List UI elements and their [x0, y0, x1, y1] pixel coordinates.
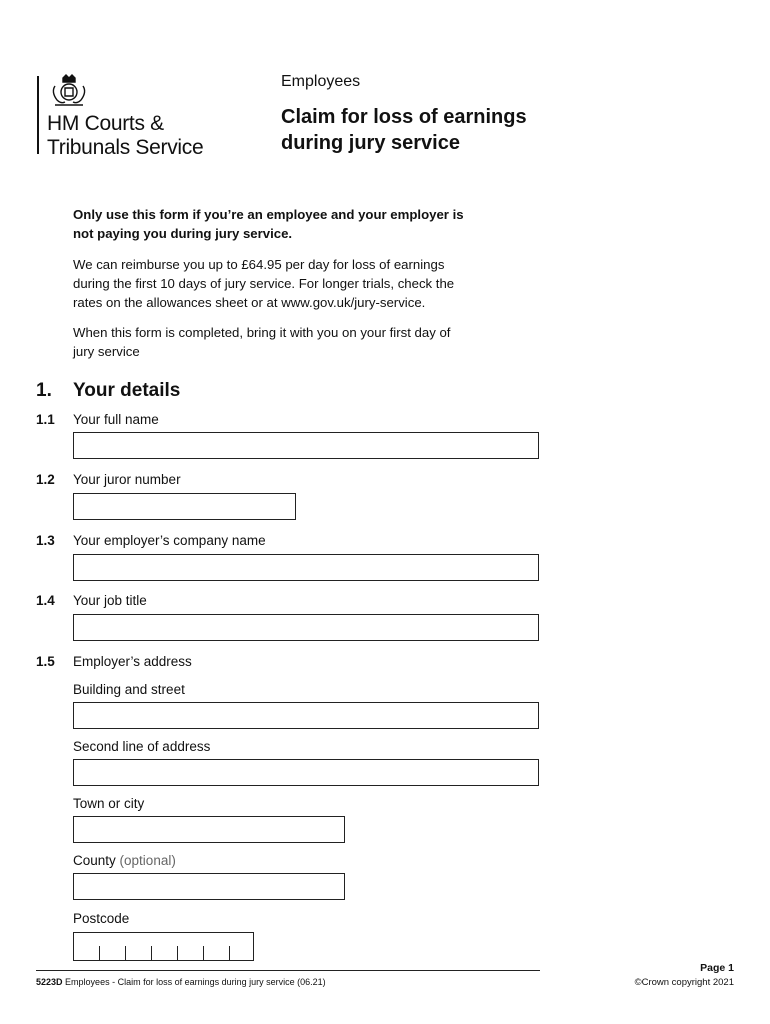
- intro-bring-line2: jury service: [73, 344, 140, 359]
- intro-reimburse-line3: rates on the allowances sheet or at www.gov.uk/jury-service.: [73, 295, 426, 310]
- postcode-divider: [151, 946, 152, 960]
- form-description: Employees - Claim for loss of earnings during jury service (06.21): [65, 977, 326, 987]
- town-city-label: Town or city: [73, 796, 145, 811]
- question-number: 1.5: [36, 654, 55, 669]
- section-number: 1.: [36, 380, 52, 401]
- postcode-label: Postcode: [73, 911, 130, 926]
- page-number: Page 1: [700, 962, 734, 974]
- job-title-label: Your job title: [73, 593, 147, 608]
- organisation-name: [47, 112, 203, 160]
- section-label: Employees: [281, 73, 361, 90]
- postcode-divider: [229, 946, 230, 960]
- section-title: Your details: [73, 380, 181, 401]
- form-title-line1: Claim for loss of earnings: [281, 106, 527, 128]
- optional-hint: (optional): [119, 853, 176, 868]
- copyright-notice: ©Crown copyright 2021: [634, 977, 734, 988]
- intro-bring-paragraph: [73, 323, 543, 361]
- intro-reimburse-line1: We can reimburse you up to £64.95 per day for loss of earnings: [73, 257, 445, 272]
- question-number: 1.1: [36, 412, 55, 427]
- form-title: [281, 104, 581, 156]
- intro-reimburse-line2: during the first 10 days of jury service. For longer trials, check the: [73, 276, 455, 291]
- form-code: 5223D: [36, 977, 63, 987]
- job-title-input[interactable]: [73, 614, 539, 641]
- building-street-input[interactable]: [73, 702, 539, 729]
- org-name-line2: Tribunals Service: [47, 136, 204, 159]
- postcode-divider: [99, 946, 100, 960]
- full-name-label: Your full name: [73, 412, 159, 427]
- employer-address-label: Employer’s address: [73, 654, 192, 669]
- royal-crest-icon: [49, 74, 89, 110]
- footer-divider: [36, 970, 540, 971]
- logo-divider: [37, 76, 39, 154]
- question-number: 1.2: [36, 472, 55, 487]
- question-number: 1.4: [36, 593, 55, 608]
- address-line2-label: Second line of address: [73, 739, 211, 754]
- form-title-line2: during jury service: [281, 132, 460, 154]
- intro-reimburse-paragraph: [73, 255, 543, 312]
- employer-company-label: Your employer’s company name: [73, 533, 266, 548]
- org-name-line1: HM Courts &: [47, 112, 164, 135]
- postcode-divider: [125, 946, 126, 960]
- question-number: 1.3: [36, 533, 55, 548]
- postcode-divider: [177, 946, 178, 960]
- intro-warning: [73, 205, 533, 243]
- employer-company-input[interactable]: [73, 554, 539, 581]
- town-city-input[interactable]: [73, 816, 345, 843]
- address-line2-input[interactable]: [73, 759, 539, 786]
- postcode-input[interactable]: [73, 932, 254, 961]
- footer-form-reference: [36, 977, 326, 987]
- intro-warning-line1: Only use this form if you’re an employee and your employer is: [73, 207, 464, 222]
- building-street-label: Building and street: [73, 682, 185, 697]
- county-label: [73, 853, 176, 868]
- juror-number-input[interactable]: [73, 493, 296, 520]
- full-name-input[interactable]: [73, 432, 539, 459]
- postcode-divider: [203, 946, 204, 960]
- county-label-text: County: [73, 853, 116, 868]
- county-input[interactable]: [73, 873, 345, 900]
- intro-bring-line1: When this form is completed, bring it with you on your first day of: [73, 325, 451, 340]
- intro-warning-line2: not paying you during jury service.: [73, 226, 293, 241]
- juror-number-label: Your juror number: [73, 472, 181, 487]
